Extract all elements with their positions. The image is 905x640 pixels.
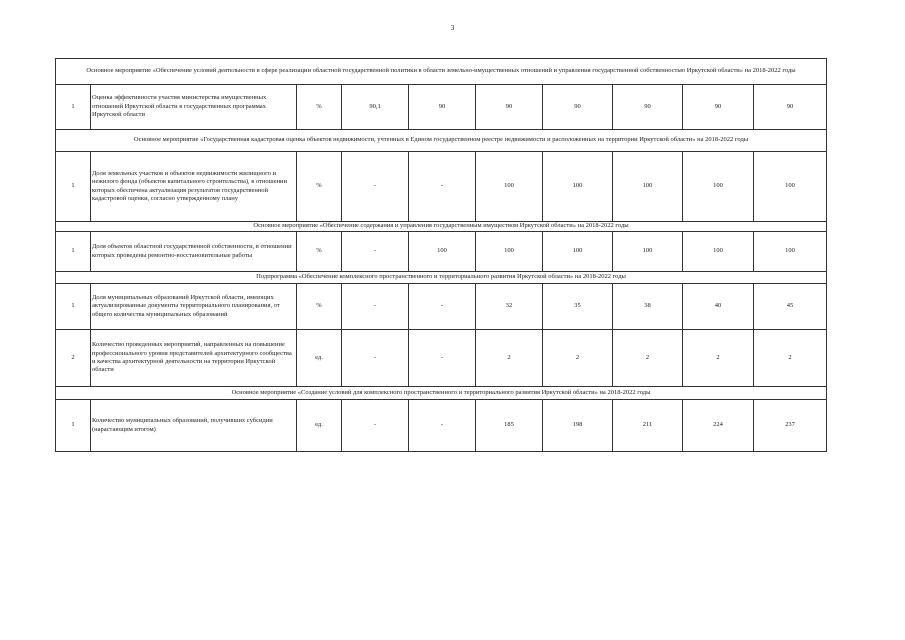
row-number: 1 xyxy=(56,232,91,272)
value-cell: 90 xyxy=(543,85,613,130)
row-number: 2 xyxy=(56,330,91,387)
value-cell: 90 xyxy=(409,85,476,130)
value-cell: - xyxy=(342,330,409,387)
value-cell: 90 xyxy=(754,85,827,130)
value-cell: 2 xyxy=(613,330,683,387)
value-cell: 35 xyxy=(543,284,613,330)
section-title: Основное мероприятие «Государственная кадастровая оценка объектов недвижимости, учтенных в Едином государственном реестре недвижимости и расположенных на территории Иркутской области» на 2018-2022 годы xyxy=(56,130,827,152)
value-cell: 100 xyxy=(476,152,543,222)
unit-cell: % xyxy=(297,284,342,330)
value-cell: 100 xyxy=(683,152,754,222)
value-cell: 100 xyxy=(543,152,613,222)
indicator-name: Доля муниципальных образований Иркутской области, имеющих актуализированные документы территориального планирования, от общего количества муниципальных образований xyxy=(91,284,297,330)
value-cell: 224 xyxy=(683,400,754,452)
indicator-name: Количество проведенных мероприятий, направленных на повышение профессионального уровня представителей архитектурного сообщества и качества архитектурной деятельности на территории Иркутской области xyxy=(91,330,297,387)
section-title: Основное мероприятие «Создание условий для комплексного пространственного и территориального развития Иркутской области» на 2018-2022 годы xyxy=(56,387,827,400)
unit-cell: % xyxy=(297,232,342,272)
value-cell: 237 xyxy=(754,400,827,452)
value-cell: 90 xyxy=(476,85,543,130)
indicator-name: Доля земельных участков и объектов недвижимости жилищного и нежилого фонда (объектов капитального строительства), в отношении которых обеспечена актуализация результатов государственной кадастровой оценки, согласно утвержденному плану xyxy=(91,152,297,222)
value-cell: 100 xyxy=(754,152,827,222)
table-row xyxy=(56,400,827,452)
value-cell: 198 xyxy=(543,400,613,452)
table-row xyxy=(56,85,827,130)
section-title: Основное мероприятие «Обеспечение условий деятельности в сфере реализации областной государственной политики в области земельно-имущественных отношений и управления государственной собственностью Иркутской области» на 2018-2022 годы xyxy=(56,59,827,85)
value-cell: 2 xyxy=(754,330,827,387)
unit-cell: ед. xyxy=(297,400,342,452)
value-cell: - xyxy=(409,152,476,222)
page-number: 3 xyxy=(450,24,455,32)
section-title: Основное мероприятие «Обеспечение содержания и управления государственным имуществом Иркутской области» на 2018-2022 годы xyxy=(56,222,827,232)
value-cell: 100 xyxy=(613,232,683,272)
value-cell: - xyxy=(342,284,409,330)
unit-cell: ед. xyxy=(297,330,342,387)
section-header-row xyxy=(56,272,827,284)
row-number: 1 xyxy=(56,85,91,130)
value-cell: 90 xyxy=(683,85,754,130)
value-cell: 100 xyxy=(476,232,543,272)
value-cell: 100 xyxy=(754,232,827,272)
value-cell: 2 xyxy=(683,330,754,387)
value-cell: 100 xyxy=(543,232,613,272)
section-title: Подпрограмма «Обеспечение комплексного пространственного и территориального развития Иркутской области» на 2018-2022 годы xyxy=(56,272,827,284)
unit-cell: % xyxy=(297,85,342,130)
section-header-row xyxy=(56,387,827,400)
value-cell: - xyxy=(342,400,409,452)
value-cell: - xyxy=(409,400,476,452)
value-cell: 2 xyxy=(543,330,613,387)
value-cell: - xyxy=(342,232,409,272)
value-cell: 100 xyxy=(683,232,754,272)
indicator-name: Оценка эффективности участия министерства имущественных отношений Иркутской области в государственных программах Иркутской области xyxy=(91,85,297,130)
value-cell: - xyxy=(409,330,476,387)
table-row xyxy=(56,330,827,387)
value-cell: 90,1 xyxy=(342,85,409,130)
value-cell: - xyxy=(342,152,409,222)
value-cell: 40 xyxy=(683,284,754,330)
value-cell: 38 xyxy=(613,284,683,330)
value-cell: - xyxy=(409,284,476,330)
section-header-row xyxy=(56,59,827,85)
value-cell: 32 xyxy=(476,284,543,330)
row-number: 1 xyxy=(56,400,91,452)
indicators-table xyxy=(55,58,827,452)
section-header-row xyxy=(56,222,827,232)
value-cell: 90 xyxy=(613,85,683,130)
value-cell: 211 xyxy=(613,400,683,452)
indicator-name: Количество муниципальных образований, получивших субсидии (нарастающим итогом) xyxy=(91,400,297,452)
unit-cell: % xyxy=(297,152,342,222)
table-row xyxy=(56,232,827,272)
table-row xyxy=(56,152,827,222)
table-row xyxy=(56,284,827,330)
section-header-row xyxy=(56,130,827,152)
row-number: 1 xyxy=(56,152,91,222)
value-cell: 100 xyxy=(409,232,476,272)
row-number: 1 xyxy=(56,284,91,330)
value-cell: 45 xyxy=(754,284,827,330)
value-cell: 100 xyxy=(613,152,683,222)
value-cell: 185 xyxy=(476,400,543,452)
indicator-name: Доля объектов областной государственной собственности, в отношении которых проведены ремонтно-восстановительные работы xyxy=(91,232,297,272)
value-cell: 2 xyxy=(476,330,543,387)
